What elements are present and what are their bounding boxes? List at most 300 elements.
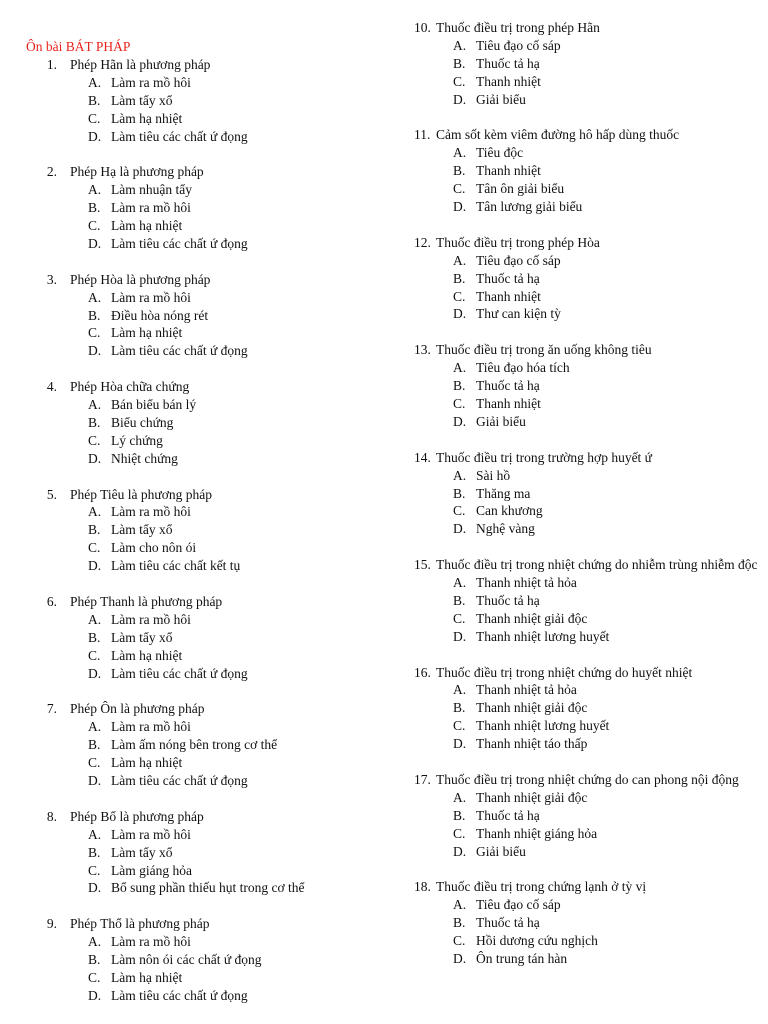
question-number	[26, 486, 72, 504]
question-number-text: 5.	[46, 486, 57, 502]
option-letter: D.	[453, 628, 467, 644]
option-text: Bổ sung phần thiếu hụt trong cơ thể	[111, 880, 305, 896]
option-letter: A.	[88, 397, 102, 413]
question-text: Thuốc điều trị trong nhiệt chứng do huyết nhiệt	[436, 664, 693, 680]
answer-option	[26, 629, 386, 647]
option-text: Thanh nhiệt tả hỏa	[476, 682, 577, 698]
answer-option	[414, 950, 764, 968]
question-number	[26, 378, 72, 396]
answer-option	[414, 843, 764, 861]
question-stem	[414, 664, 764, 682]
answer-option	[414, 305, 764, 323]
answer-option	[26, 826, 386, 844]
answer-option	[414, 467, 764, 485]
question	[414, 126, 764, 216]
right-question-list	[414, 19, 764, 968]
option-letter: C.	[88, 969, 101, 985]
option-text: Làm nhuận tẩy	[111, 182, 192, 198]
question-number: 11.	[414, 127, 431, 143]
option-text: Nhiệt chứng	[111, 450, 178, 466]
option-letter: A.	[453, 360, 467, 376]
option-letter: A.	[453, 252, 467, 268]
option-text: Làm hạ nhiệt	[111, 969, 183, 985]
answer-option	[26, 503, 386, 521]
answer-option	[26, 647, 386, 665]
option-text: Thanh nhiệt táo thấp	[476, 736, 588, 752]
option-letter: B.	[88, 307, 101, 323]
answer-option	[26, 307, 386, 325]
answer-option	[26, 611, 386, 629]
answer-option	[26, 521, 386, 539]
answer-option	[414, 717, 764, 735]
question-number-text: 4.	[46, 379, 57, 395]
option-text: Thanh nhiệt	[476, 163, 541, 179]
answer-option	[26, 933, 386, 951]
option-letter: A.	[453, 897, 467, 913]
question-number	[26, 593, 72, 611]
question-number	[26, 915, 72, 933]
question-text: Phép Tiêu là phương pháp	[70, 486, 212, 502]
question-stem	[26, 271, 386, 289]
option-letter: D.	[88, 235, 102, 251]
question-stem	[414, 556, 764, 574]
question-text: Phép Hòa là phương pháp	[70, 271, 211, 287]
option-letter: C.	[453, 825, 466, 841]
question-stem	[414, 341, 764, 359]
question-text: Thuốc điều trị trong nhiệt chứng do can phong nội động	[436, 771, 739, 787]
question-number: 15.	[414, 557, 431, 573]
option-letter: B.	[88, 844, 101, 860]
answer-option	[414, 288, 764, 306]
option-letter: C.	[453, 395, 466, 411]
option-text: Làm tiêu các chất kết tụ	[111, 558, 241, 574]
question-text: Phép Thanh là phương pháp	[70, 594, 223, 609]
option-text: Làm cho nôn ói	[111, 540, 197, 556]
question-number	[26, 271, 72, 289]
option-text: Thuốc tả hạ	[476, 378, 540, 394]
answer-option	[414, 914, 764, 932]
answer-option	[414, 144, 764, 162]
option-letter: D.	[88, 558, 102, 574]
option-text: Làm hạ nhiệt	[111, 755, 183, 771]
option-letter: A.	[88, 826, 102, 842]
option-text: Làm ra mồ hôi	[111, 74, 191, 90]
question-stem	[26, 486, 386, 504]
question-number-text: 9.	[46, 916, 57, 932]
question-text: Thuốc điều trị trong ăn uống không tiêu	[436, 342, 652, 358]
answer-option	[414, 55, 764, 73]
option-text: Làm tiêu các chất ứ đọng	[111, 343, 248, 359]
option-letter: D.	[88, 450, 102, 466]
option-letter: B.	[88, 737, 101, 753]
option-letter: A.	[88, 504, 102, 520]
answer-option	[414, 574, 764, 592]
option-letter: C.	[88, 862, 101, 878]
answer-option	[26, 324, 386, 342]
question-stem	[26, 378, 386, 396]
option-letter: C.	[88, 432, 101, 448]
option-letter: B.	[453, 270, 466, 286]
question-stem	[414, 19, 764, 37]
answer-option	[414, 395, 764, 413]
question-number-text: 2.	[46, 164, 57, 180]
option-text: Thanh nhiệt tả hỏa	[476, 575, 577, 591]
option-text: Làm tiêu các chất ứ đọng	[111, 665, 248, 681]
option-text: Thanh nhiệt	[476, 395, 541, 411]
option-letter: D.	[88, 987, 102, 1003]
answer-option	[414, 485, 764, 503]
option-letter: C.	[453, 610, 466, 626]
option-letter: C.	[88, 755, 101, 771]
option-letter: D.	[88, 343, 102, 359]
answer-option	[26, 951, 386, 969]
option-letter: D.	[453, 91, 467, 107]
answer-option	[414, 592, 764, 610]
option-text: Can khương	[476, 503, 543, 519]
question-text: Cảm sốt kèm viêm đường hô hấp dùng thuốc	[436, 127, 680, 143]
option-text: Làm nôn ói các chất ứ đọng	[111, 952, 262, 968]
answer-option	[414, 162, 764, 180]
option-letter: D.	[453, 521, 467, 537]
option-text: Sài hồ	[476, 467, 511, 483]
option-letter: B.	[88, 92, 101, 108]
option-text: Thanh nhiệt lương huyết	[476, 718, 610, 734]
answer-option	[414, 270, 764, 288]
question-number	[26, 163, 72, 181]
option-text: Tiêu đạo cố sáp	[476, 37, 561, 53]
option-text: Thuốc tả hạ	[476, 270, 540, 286]
answer-option	[26, 396, 386, 414]
option-letter: C.	[88, 218, 101, 234]
option-text: Làm tẩy xổ	[111, 92, 173, 108]
question	[26, 593, 386, 683]
left-question-list	[26, 56, 386, 1005]
question-stem	[26, 163, 386, 181]
question-number-text: 7.	[46, 701, 57, 717]
option-text: Tiêu đạo hóa tích	[476, 360, 570, 376]
question-number	[26, 700, 72, 718]
answer-option	[26, 74, 386, 92]
answer-option	[414, 932, 764, 950]
answer-option	[26, 969, 386, 987]
option-letter: D.	[453, 736, 467, 752]
option-text: Thanh nhiệt lương huyết	[476, 628, 610, 644]
option-text: Làm ấm nóng bên trong cơ thể	[111, 737, 278, 753]
answer-option	[26, 665, 386, 683]
answer-option	[26, 217, 386, 235]
question-stem	[414, 771, 764, 789]
answer-option	[414, 91, 764, 109]
question-stem	[26, 915, 386, 933]
option-letter: C.	[453, 73, 466, 89]
question-stem	[26, 700, 386, 718]
answer-option	[414, 896, 764, 914]
left-column	[26, 38, 386, 1023]
option-text: Tân ôn giải biểu	[476, 181, 565, 197]
option-letter: A.	[88, 289, 102, 305]
question	[414, 234, 764, 324]
option-letter: B.	[453, 807, 466, 823]
answer-option	[414, 735, 764, 753]
option-letter: D.	[453, 843, 467, 859]
question-text: Thuốc điều trị trong nhiệt chứng do nhiễm trùng nhiễm độc	[436, 557, 758, 573]
option-text: Thăng ma	[476, 485, 531, 501]
option-text: Thanh nhiệt giáng hỏa	[476, 825, 598, 841]
option-text: Giải biểu	[476, 413, 526, 429]
question	[414, 878, 764, 968]
question-number	[26, 56, 72, 74]
option-letter: D.	[88, 773, 102, 789]
answer-option	[414, 377, 764, 395]
option-text: Làm hạ nhiệt	[111, 218, 183, 234]
option-letter: A.	[88, 611, 102, 627]
option-letter: D.	[88, 665, 102, 681]
question-number	[26, 808, 72, 826]
question-number-text: 1.	[46, 56, 57, 72]
option-text: Làm hạ nhiệt	[111, 325, 183, 341]
answer-option	[26, 450, 386, 468]
option-text: Làm ra mồ hôi	[111, 826, 191, 842]
option-letter: B.	[453, 592, 466, 608]
option-letter: D.	[453, 199, 467, 215]
option-text: Thanh nhiệt giải độc	[476, 700, 588, 716]
answer-option	[414, 825, 764, 843]
option-text: Làm ra mồ hôi	[111, 934, 191, 950]
question-stem	[26, 593, 386, 611]
answer-option	[414, 610, 764, 628]
answer-option	[414, 37, 764, 55]
option-text: Giải biểu	[476, 843, 526, 859]
option-text: Làm tiêu các chất ứ đọng	[111, 773, 248, 789]
option-text: Thuốc tả hạ	[476, 807, 540, 823]
answer-option	[414, 520, 764, 538]
answer-option	[26, 862, 386, 880]
option-letter: D.	[453, 306, 467, 322]
option-text: Biểu chứng	[111, 414, 174, 430]
option-text: Ôn trung tán hàn	[476, 951, 568, 966]
answer-option	[414, 198, 764, 216]
option-letter: C.	[453, 288, 466, 304]
question	[414, 19, 764, 109]
option-text: Bán biểu bán lý	[111, 397, 197, 413]
option-text: Làm hạ nhiệt	[111, 647, 183, 663]
option-text: Điều hòa nóng rét	[111, 307, 209, 323]
option-letter: B.	[88, 414, 101, 430]
answer-option	[414, 180, 764, 198]
option-text: Nghệ vàng	[476, 521, 535, 537]
option-text: Làm tẩy xổ	[111, 522, 173, 538]
question	[414, 341, 764, 431]
option-text: Làm ra mồ hôi	[111, 504, 191, 520]
question-stem	[414, 234, 764, 252]
option-letter: A.	[453, 682, 467, 698]
question-number: 14.	[414, 449, 431, 465]
question-number: 13.	[414, 342, 431, 358]
question-stem	[26, 808, 386, 826]
option-letter: B.	[453, 700, 466, 716]
option-letter: A.	[453, 467, 467, 483]
option-text: Thuốc tả hạ	[476, 55, 540, 71]
answer-option	[414, 73, 764, 91]
question-number-text: 8.	[46, 808, 57, 824]
option-letter: B.	[88, 629, 101, 645]
option-text: Thư can kiện tỳ	[476, 306, 561, 322]
option-letter: A.	[88, 74, 102, 90]
question-stem	[414, 126, 764, 144]
answer-option	[26, 92, 386, 110]
answer-option	[26, 987, 386, 1005]
question-text: Phép Hạ là phương pháp	[70, 164, 204, 180]
question	[26, 486, 386, 576]
option-letter: A.	[453, 789, 467, 805]
answer-option	[26, 414, 386, 432]
option-text: Thanh nhiệt	[476, 288, 541, 304]
question-number: 18.	[414, 879, 431, 895]
option-text: Tiêu đạo cố sáp	[476, 252, 561, 268]
option-letter: B.	[453, 163, 466, 179]
question-number-text: 3.	[46, 271, 57, 287]
answer-option	[414, 502, 764, 520]
answer-option	[26, 110, 386, 128]
question-text: Phép Hòa chữa chứng	[70, 379, 190, 395]
option-text: Làm ra mồ hôi	[111, 200, 191, 216]
question-number: 12.	[414, 234, 431, 250]
answer-option	[414, 807, 764, 825]
option-text: Tân lương giải biểu	[476, 199, 583, 215]
answer-option	[26, 289, 386, 307]
option-letter: C.	[88, 325, 101, 341]
question-text: Thuốc điều trị trong phép Hãn	[436, 20, 600, 35]
option-letter: A.	[88, 719, 102, 735]
question-text: Phép Bổ là phương pháp	[70, 808, 204, 824]
option-letter: C.	[453, 933, 466, 949]
answer-option	[26, 181, 386, 199]
option-text: Thanh nhiệt	[476, 73, 541, 89]
question	[26, 700, 386, 790]
answer-option	[26, 557, 386, 575]
answer-option	[414, 628, 764, 646]
option-text: Làm tẩy xổ	[111, 844, 173, 860]
answer-option	[26, 736, 386, 754]
option-letter: A.	[453, 37, 467, 53]
answer-option	[26, 772, 386, 790]
option-letter: D.	[453, 951, 467, 966]
answer-option	[414, 359, 764, 377]
question-text: Thuốc điều trị trong chứng lạnh ở tỳ vị	[436, 879, 647, 895]
question-text: Phép Ôn là phương pháp	[70, 701, 205, 717]
question	[26, 915, 386, 1005]
option-letter: B.	[88, 200, 101, 216]
option-letter: B.	[88, 952, 101, 968]
answer-option	[26, 128, 386, 146]
option-letter: C.	[88, 540, 101, 556]
answer-option	[414, 789, 764, 807]
option-letter: A.	[88, 182, 102, 198]
option-letter: B.	[88, 522, 101, 538]
option-text: Làm ra mồ hôi	[111, 611, 191, 627]
answer-option	[26, 342, 386, 360]
question-stem	[414, 878, 764, 896]
answer-option	[26, 879, 386, 897]
question	[414, 664, 764, 754]
option-letter: D.	[453, 413, 467, 429]
answer-option	[414, 681, 764, 699]
option-text: Làm ra mồ hôi	[111, 719, 191, 735]
option-text: Tiêu đạo cố sáp	[476, 897, 561, 913]
answer-option	[26, 844, 386, 862]
answer-option	[414, 699, 764, 717]
answer-option	[26, 718, 386, 736]
option-text: Làm tiêu các chất ứ đọng	[111, 987, 248, 1003]
option-text: Thuốc tả hạ	[476, 915, 540, 931]
answer-option	[26, 539, 386, 557]
option-text: Làm ra mồ hôi	[111, 289, 191, 305]
question-text: Thuốc điều trị trong trường hợp huyết ứ	[436, 449, 652, 465]
option-letter: B.	[453, 55, 466, 71]
question	[26, 808, 386, 898]
question	[26, 56, 386, 146]
answer-option	[26, 754, 386, 772]
option-text: Làm giáng hỏa	[111, 862, 192, 878]
question-number: 17.	[414, 771, 431, 787]
question	[26, 378, 386, 468]
answer-option	[414, 252, 764, 270]
option-text: Làm tiêu các chất ứ đọng	[111, 235, 248, 251]
question-text: Phép Thổ là phương pháp	[70, 916, 210, 932]
option-letter: B.	[453, 378, 466, 394]
question	[414, 771, 764, 861]
option-letter: C.	[88, 647, 101, 663]
answer-option	[26, 235, 386, 253]
question-number: 16.	[414, 664, 431, 680]
question	[26, 271, 386, 361]
option-letter: C.	[453, 718, 466, 734]
question-stem	[26, 56, 386, 74]
option-letter: A.	[453, 575, 467, 591]
option-letter: B.	[453, 485, 466, 501]
question	[414, 449, 764, 539]
option-text: Thanh nhiệt giải độc	[476, 610, 588, 626]
page-title: Ôn bài BÁT PHÁP	[26, 39, 131, 54]
question-number: 10.	[414, 20, 431, 35]
option-letter: D.	[88, 128, 102, 144]
answer-option	[414, 413, 764, 431]
option-letter: D.	[88, 880, 102, 896]
option-text: Giải biểu	[476, 91, 526, 107]
question	[26, 163, 386, 253]
option-letter: C.	[453, 181, 466, 197]
right-column	[414, 19, 764, 986]
option-text: Làm tẩy xổ	[111, 629, 173, 645]
question-text: Phép Hãn là phương pháp	[70, 56, 211, 72]
question-stem	[414, 449, 764, 467]
option-letter: C.	[453, 503, 466, 519]
option-text: Làm tiêu các chất ứ đọng	[111, 128, 248, 144]
option-text: Tiêu độc	[476, 145, 524, 161]
option-letter: A.	[453, 145, 467, 161]
answer-option	[26, 432, 386, 450]
answer-option	[26, 199, 386, 217]
question-number-text: 6.	[46, 594, 57, 609]
option-letter: A.	[88, 934, 102, 950]
option-letter: C.	[88, 110, 101, 126]
question	[414, 556, 764, 646]
option-text: Lý chứng	[111, 432, 163, 448]
option-letter: B.	[453, 915, 466, 931]
option-text: Hồi dương cứu nghịch	[476, 933, 598, 949]
question-text: Thuốc điều trị trong phép Hòa	[436, 234, 600, 250]
option-text: Thuốc tả hạ	[476, 592, 540, 608]
